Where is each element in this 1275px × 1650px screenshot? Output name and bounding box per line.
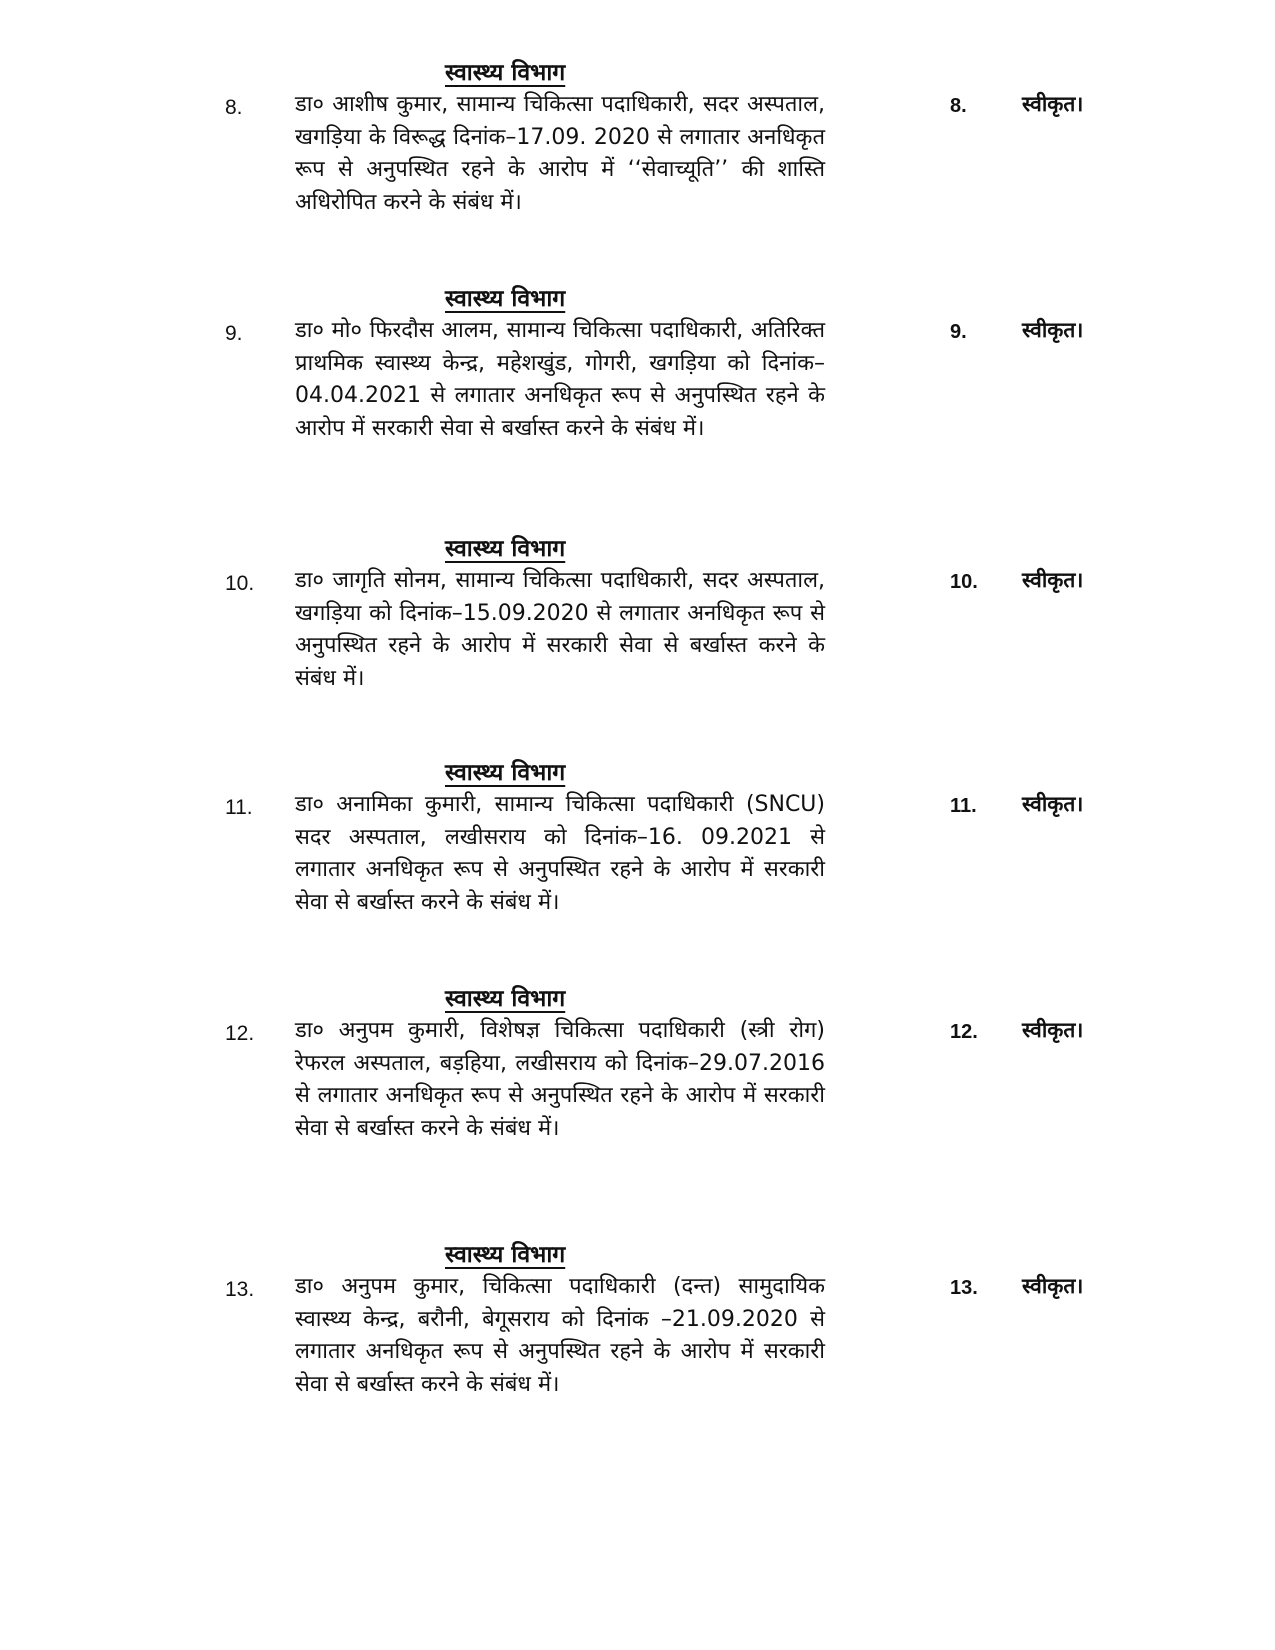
department-heading: स्वास्थ्य विभाग [445,1242,566,1268]
item-number: 11. [225,796,253,819]
department-heading: स्वास्थ्य विभाग [445,60,566,86]
decision-status: स्वीकृत। [1022,792,1084,816]
department-heading: स्वास्थ्य विभाग [445,286,566,312]
decision-number: 8. [950,95,967,117]
item-description: डा० अनुपम कुमारी, विशेषज्ञ चिकित्सा पदाधिकारी (स्त्री रोग) रेफरल अस्पताल, बड़हिया, लखीसराय को दिनांक–29.07.2016 से लगातार अनधिकृत रूप से अनुपस्थित रहने के आरोप में सरकारी सेवा से बर्खास्त करने के संबंध में। [295,1018,825,1141]
decision-number: 13. [950,1277,978,1299]
decision-status: स्वीकृत। [1022,92,1084,116]
department-heading: स्वास्थ्य विभाग [445,760,566,786]
item-number: 8. [225,96,243,119]
department-heading: स्वास्थ्य विभाग [445,536,566,562]
decision-status: स्वीकृत। [1022,1018,1084,1042]
item-description: डा० अनुपम कुमार, चिकित्सा पदाधिकारी (दन्त) सामुदायिक स्वास्थ्य केन्द्र, बरौनी, बेगूसराय को दिनांक –21.09.2020 से लगातार अनधिकृत रूप से अनुपस्थित रहने के आरोप में सरकारी सेवा से बर्खास्त करने के संबंध में। [295,1274,825,1397]
decision-number: 11. [950,795,977,817]
decision-number: 12. [950,1021,978,1043]
item-number: 9. [225,322,243,345]
item-description: डा० मो० फिरदौस आलम, सामान्य चिकित्सा पदाधिकारी, अतिरिक्त प्राथमिक स्वास्थ्य केन्द्र, महेशखुंड, गोगरी, खगड़िया को दिनांक–04.04.2021 से लगातार अनधिकृत रूप से अनुपस्थित रहने के आरोप में सरकारी सेवा से बर्खास्त करने के संबंध में। [295,318,825,441]
decision-number: 10. [950,571,978,593]
item-number: 13. [225,1278,255,1301]
item-number: 12. [225,1022,255,1045]
item-description: डा० अनामिका कुमारी, सामान्य चिकित्सा पदाधिकारी (SNCU) सदर अस्पताल, लखीसराय को दिनांक–16. 09.2021 से लगातार अनधिकृत रूप से अनुपस्थित रहने के आरोप में सरकारी सेवा से बर्खास्त करने के संबंध में। [295,792,825,915]
decision-status: स्वीकृत। [1022,1274,1084,1298]
item-description: डा० आशीष कुमार, सामान्य चिकित्सा पदाधिकारी, सदर अस्पताल, खगड़िया के विरूद्ध दिनांक–17.09. 2020 से लगातार अनधिकृत रूप से अनुपस्थित रहने के आरोप में ‘‘सेवाच्यूति’’ की शास्ति अधिरोपित करने के संबंध में। [295,92,825,215]
decision-status: स्वीकृत। [1022,568,1084,592]
decision-status: स्वीकृत। [1022,318,1084,342]
item-description: डा० जागृति सोनम, सामान्य चिकित्सा पदाधिकारी, सदर अस्पताल, खगड़िया को दिनांक–15.09.2020 से लगातार अनधिकृत रूप से अनुपस्थित रहने के आरोप में सरकारी सेवा से बर्खास्त करने के संबंध में। [295,568,825,691]
item-number: 10. [225,572,255,595]
decision-number: 9. [950,321,967,343]
department-heading: स्वास्थ्य विभाग [445,986,566,1012]
